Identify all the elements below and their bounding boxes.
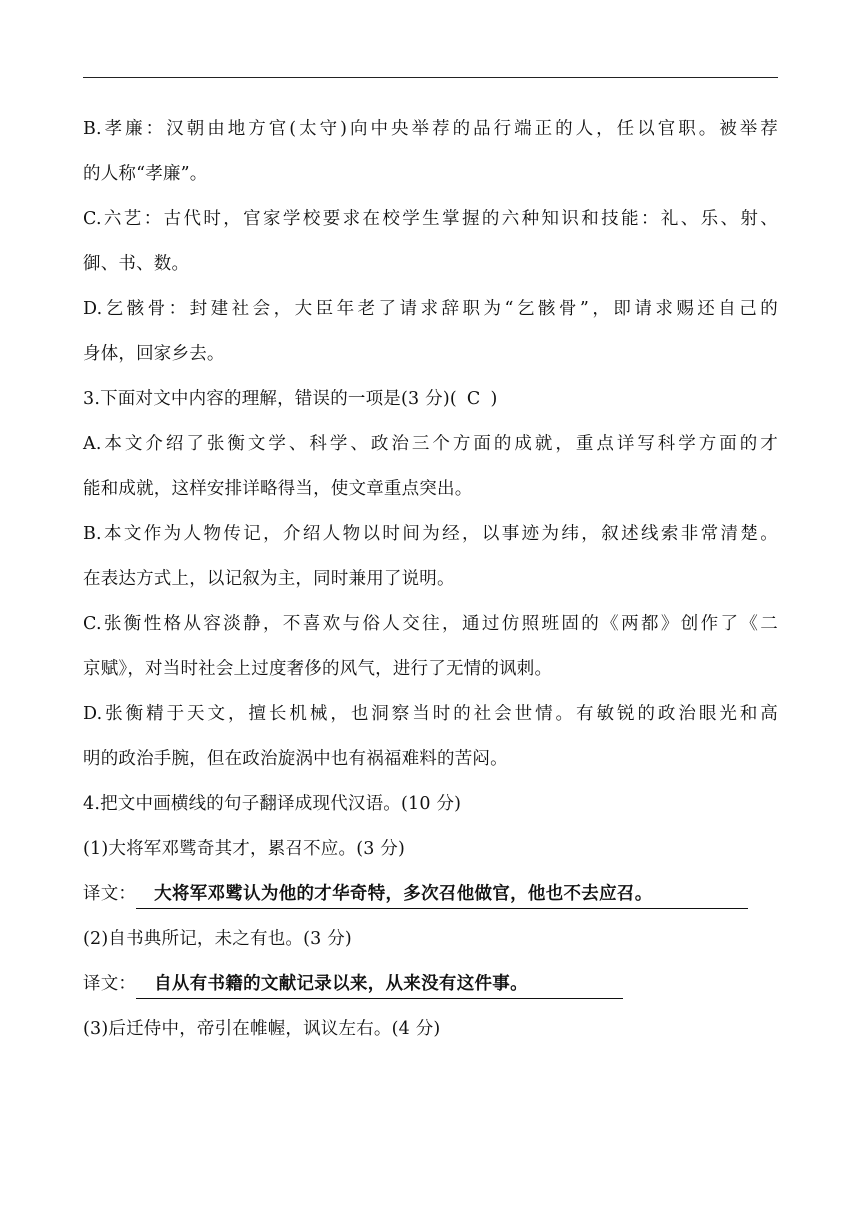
document-body (83, 107, 778, 1052)
translation-answer: 自从有书籍的文献记录以来，从来没有这件事。 (136, 970, 623, 999)
option-c-line1: C.六艺：古代时，官家学校要求在校学生掌握的六种知识和技能：礼、乐、射、 (83, 209, 778, 229)
q4-part1-translation (83, 872, 778, 917)
q3-option-c-line2: 京赋》，对当时社会上过度奢侈的风气，进行了无情的讽刺。 (83, 659, 553, 679)
q4-part2-prompt: (2)自书典所记，未之有也。(3 分) (83, 929, 352, 949)
option-c-line2: 御、书、数。 (83, 254, 190, 274)
q3-option-d-line2: 明的政治手腕，但在政治旋涡中也有祸福难料的苦闷。 (83, 749, 508, 769)
translation-label: 译文： (83, 974, 137, 994)
option-b-line2: 的人称“孝廉”。 (83, 164, 208, 184)
translation-answer: 大将军邓骘认为他的才华奇特，多次召他做官，他也不去应召。 (136, 880, 748, 909)
q4-part3-prompt: (3)后迁侍中，帝引在帷幄，讽议左右。(4 分) (83, 1019, 441, 1039)
question-3-answer: C (466, 389, 481, 409)
q3-option-d-line1: D.张衡精于天文，擅长机械，也洞察当时的社会世情。有敏锐的政治眼光和高 (83, 704, 778, 724)
question-3-close: ) (490, 389, 498, 409)
q3-option-c-line1: C.张衡性格从容淡静，不喜欢与俗人交往，通过仿照班固的《两都》创作了《二 (83, 614, 778, 634)
translation-label: 译文： (83, 884, 137, 904)
q4-part2-translation (83, 962, 778, 1007)
question-4: 4.把文中画横线的句子翻译成现代汉语。(10 分) (83, 794, 462, 814)
q3-option-b-line1: B.本文作为人物传记，介绍人物以时间为经，以事迹为纬，叙述线索非常清楚。 (83, 524, 778, 544)
question-3 (83, 377, 778, 422)
q3-option-a-line2: 能和成就，这样安排详略得当，使文章重点突出。 (83, 479, 473, 499)
q4-part1-prompt: (1)大将军邓骘奇其才，累召不应。(3 分) (83, 839, 406, 859)
option-b-line1: B.孝廉：汉朝由地方官(太守)向中央举荐的品行端正的人，任以官职。被举荐 (83, 119, 778, 139)
q3-option-b-line2: 在表达方式上，以记叙为主，同时兼用了说明。 (83, 569, 455, 589)
question-3-text: 3.下面对文中内容的理解，错误的一项是(3 分)( (83, 389, 457, 409)
q3-option-a-line1: A.本文介绍了张衡文学、科学、政治三个方面的成就，重点详写科学方面的才 (83, 434, 778, 454)
option-d-line1: D.乞骸骨：封建社会，大臣年老了请求辞职为“乞骸骨”，即请求赐还自己的 (83, 299, 778, 319)
option-d-line2: 身体，回家乡去。 (83, 344, 225, 364)
header-rule (83, 77, 778, 78)
